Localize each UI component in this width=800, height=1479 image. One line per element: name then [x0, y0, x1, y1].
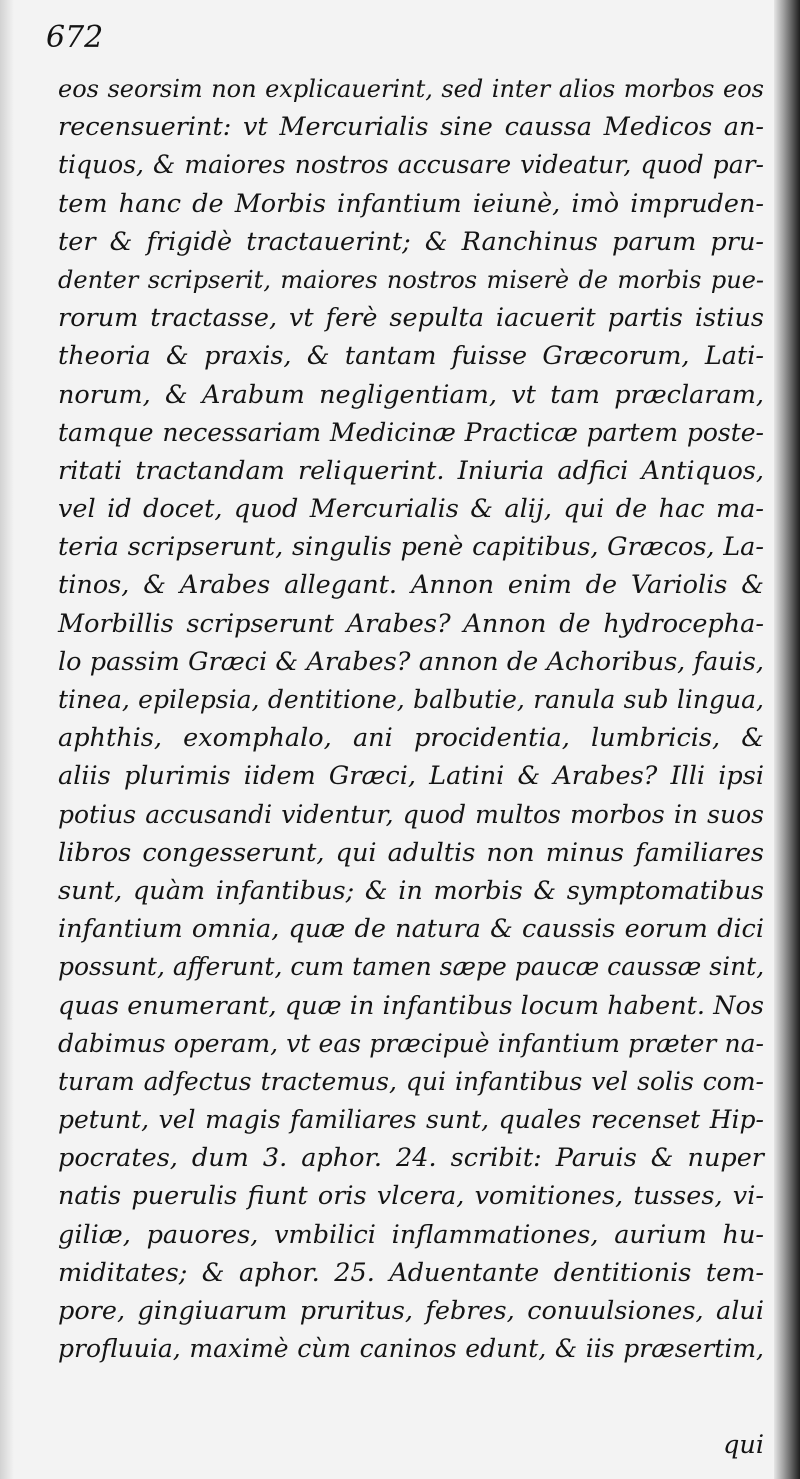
text-line: profluuia, maximè cùm caninos edunt, & iis præsertim,: [58, 1334, 764, 1364]
text-line: tinea, epilepsia, dentitione, balbutie, ranula sub lingua,: [58, 685, 764, 714]
text-line: infantium omnia, quæ de natura & caussis eorum dici: [58, 914, 764, 945]
text-line: pore, gingiuarum pruritus, febres, conuulsiones, alui: [58, 1296, 764, 1326]
text-line: rorum tractasse, vt ferè sepulta iacuerit partis istius: [58, 303, 764, 334]
body-text: [58, 70, 764, 1368]
text-line: libros congesserunt, qui adultis non minus familiares: [58, 837, 764, 868]
text-line: natis puerulis fiunt oris vlcera, vomitiones, tusses, vi-: [58, 1181, 764, 1212]
text-line: lo passim Græci & Arabes? annon de Achoribus, fauis,: [58, 646, 764, 677]
text-line: ritati tractandam reliquerint. Iniuria adfici Antiquos,: [58, 455, 764, 486]
text-line: vel id docet, quod Mercurialis & alij, qui de hac ma-: [58, 494, 764, 525]
text-line: tem hanc de Morbis infantium ieiunè, imò impruden-: [58, 188, 764, 219]
page-gutter-shade: [0, 0, 14, 1479]
text-line: teria scripserunt, singulis penè capitibus, Græcos, La-: [58, 532, 764, 563]
text-line: norum, & Arabum negligentiam, vt tam præclaram,: [58, 379, 764, 410]
text-line: turam adfectus tractemus, qui infantibus vel solis com-: [58, 1066, 764, 1096]
text-line: tinos, & Arabes allegant. Annon enim de Variolis &: [58, 570, 764, 601]
page-number: 672: [46, 20, 104, 55]
text-line: giliæ, pauores, vmbilici inflammationes, aurium hu-: [58, 1219, 764, 1250]
text-line: dabimus operam, vt eas præcipuè infantium præter na-: [58, 1028, 764, 1058]
text-line: sunt, quàm infantibus; & in morbis & symptomatibus: [58, 875, 764, 906]
text-line: Morbillis scripserunt Arabes? Annon de hydrocepha-: [58, 608, 764, 639]
text-line: miditates; & aphor. 25. Aduentante dentitionis tem-: [58, 1257, 764, 1288]
text-line: quas enumerant, quæ in infantibus locum habent. Nos: [58, 990, 764, 1021]
text-line: theoria & praxis, & tantam fuisse Græcorum, Lati-: [58, 341, 764, 372]
text-line: eos seorsim non explicauerint, sed inter alios morbos eos: [58, 75, 764, 103]
page-edge-shadow: [774, 0, 800, 1479]
text-line: tiquos, & maiores nostros accusare videatur, quod par-: [58, 150, 764, 180]
text-line: tamque necessariam Medicinæ Practicæ partem poste-: [58, 417, 764, 447]
text-line: recensuerint: vt Mercurialis sine caussa Medicos an-: [58, 112, 764, 143]
text-line: pocrates, dum 3. aphor. 24. scribit: Paruis & nuper: [58, 1143, 764, 1174]
text-line: potius accusandi videntur, quod multos morbos in suos: [58, 799, 764, 829]
text-line: aphthis, exomphalo, ani procidentia, lumbricis, &: [58, 723, 764, 754]
text-line: denter scripserit, maiores nostros miserè de morbis pue-: [58, 265, 764, 294]
text-line: petunt, vel magis familiares sunt, quales recenset Hip-: [58, 1105, 764, 1135]
text-line: aliis plurimis iidem Græci, Latini & Arabes? Illi ipsi: [58, 761, 764, 792]
text-line: ter & frigidè tractauerint; & Ranchinus parum pru-: [58, 226, 764, 257]
catchword: qui: [723, 1430, 764, 1460]
text-line: possunt, afferunt, cum tamen sæpe paucæ caussæ sint,: [58, 952, 765, 982]
